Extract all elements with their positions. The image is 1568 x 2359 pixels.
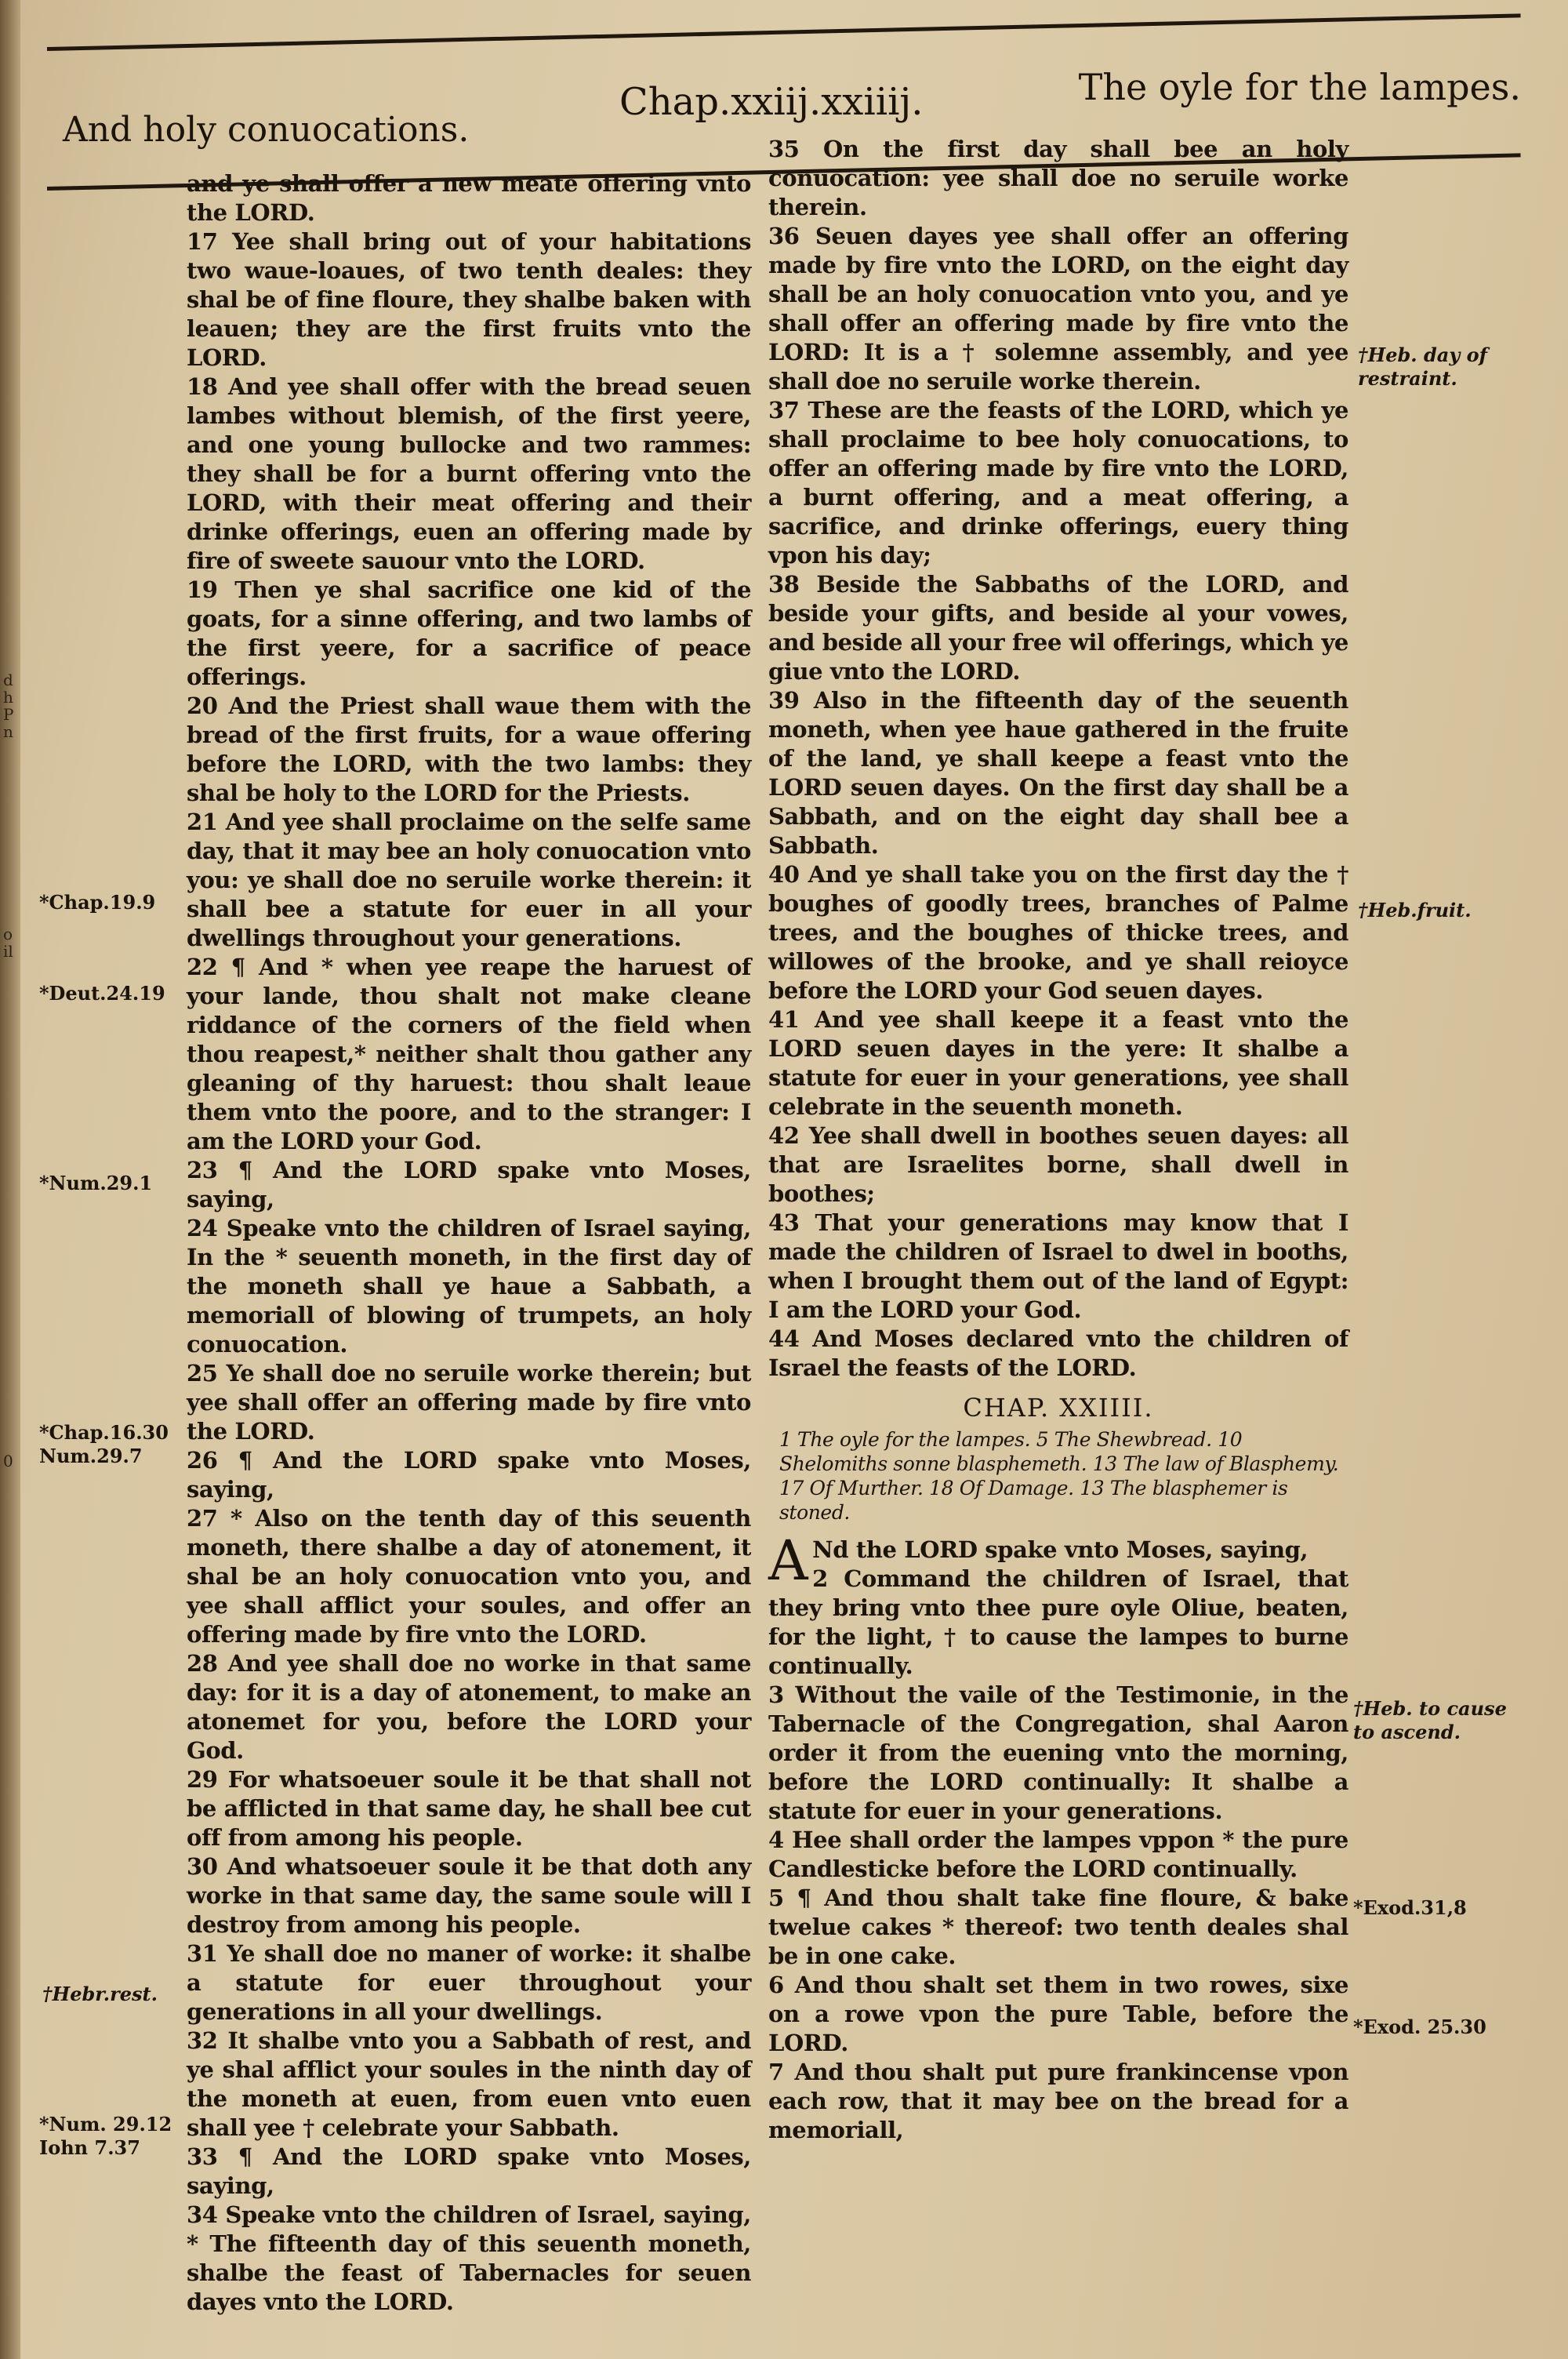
verse: 3 Without the vaile of the Testimonie, in the Tabernacle of the Congregation, shal Aaron order it from the euening vnto the morning, before the LORD continually: It shalbe a statute for euer in your generations. (768, 1681, 1348, 1824)
verse: 36 Seuen dayes yee shall offer an offering made by fire vnto the LORD, on the eight day shall be an holy conuocation vnto you, and ye shall offer an offering made by fire vnto the LORD: It is a † solemne assembly, and yee shall doe no seruile worke therein. (768, 223, 1348, 394)
verse: 34 Speake vnto the children of Israel, saying, * The fifteenth day of this seuenth moneth, shalbe the feast of Tabernacles for seuen dayes vnto the LORD. (187, 2201, 751, 2315)
chapter-heading: CHAP. XXIIII. (963, 1393, 1154, 1423)
margin-note: *Exod.31,8 (1353, 1896, 1467, 1919)
verse: 37 These are the feasts of the LORD, which ye shall proclaime to bee holy conuocations, to offer an offering made by fire vnto the LORD, a burnt offering, and a meat offering, a sacrifice, and drinke offerings, euery thing vpon his day; (768, 397, 1348, 569)
gutter-fragment: d h P n (3, 671, 14, 741)
verse: 28 And yee shall doe no worke in that same day: for it is a day of atonement, to make an atonemet for you, before the LORD your God. (187, 1650, 751, 1764)
verse: 27 * Also on the tenth day of this seuenth moneth, there shalbe a day of atonement, it shal be an holy conuocation vnto you, and yee shall afflict your soules, and offer an offering made by fire vnto the LORD. (187, 1505, 751, 1648)
verse: 43 That your generations may know that I made the children of Israel to dwel in booths, when I brought them out of the land of Egypt: I am the LORD your God. (768, 1209, 1348, 1323)
gutter-fragment: o il (3, 925, 13, 961)
page-left-edge (0, 0, 20, 2359)
verse: and ye shall offer a new meate offering vnto the LORD. (187, 170, 751, 226)
verse: 2 Command the children of Israel, that they bring vnto thee pure oyle Oliue, beaten, for the light, † to cause the lampes to burne continually. (768, 1565, 1348, 1679)
verse: 21 And yee shall proclaime on the selfe same day, that it may bee an holy conuocation vnto you: ye shall doe no seruile worke therein: it shall bee a statute for euer in all your dwellings throughout your generations. (187, 809, 751, 951)
margin-note: *Exod. 25.30 (1353, 2016, 1486, 2038)
margin-note: †Heb.fruit. (1358, 899, 1472, 921)
running-head (55, 55, 1529, 150)
verse: 19 Then ye shal sacrifice one kid of the goats, for a sinne offering, and two lambs of the first yeere, for a sacrifice of peace offerings. (187, 576, 751, 690)
verse: 24 Speake vnto the children of Israel saying, In the * seuenth moneth, in the first day of the moneth shall ye haue a Sabbath, a memoriall of blowing of trumpets, an holy conuocation. (187, 1215, 751, 1358)
verse: 31 Ye shall doe no maner of worke: it shalbe a statute for euer throughout your generations in all your dwellings. (187, 1940, 751, 2025)
margin-note: †Heb. to cause to ascend. (1353, 1697, 1507, 1743)
verse: 42 Yee shall dwell in boothes seuen dayes: all that are Israelites borne, shall dwell in boothes; (768, 1122, 1348, 1207)
verse: 38 Beside the Sabbaths of the LORD, and beside your gifts, and beside al your vowes, and beside all your free wil offerings, which ye giue vnto the LORD. (768, 571, 1348, 685)
verse: 33 ¶ And the LORD spake vnto Moses, saying, (187, 2143, 751, 2199)
verse-1-text: Nd the LORD spake vnto Moses, saying, (812, 1536, 1308, 1563)
verse: 25 Ye shall doe no seruile worke therein; but yee shall offer an offering made by fire vnto the LORD. (187, 1360, 751, 1445)
verse: 5 ¶ And thou shalt take fine floure, & bake twelue cakes * thereof: two tenth deales shal be in one cake. (768, 1885, 1348, 1969)
verse: 41 And yee shall keepe it a feast vnto the LORD seuen dayes in the yere: It shalbe a statute for euer in your generations, yee shall celebrate in the seuenth moneth. (768, 1006, 1348, 1120)
margin-note: *Deut.24.19 (39, 982, 165, 1005)
running-head-left: And holy conuocations. (63, 110, 470, 150)
chapter-summary: 1 The oyle for the lampes. 5 The Shewbread. 10 Shelomiths sonne blasphemeth. 13 The law of Blasphemy. 17 Of Murther. 18 Of Damage. 13 The blasphemer is stoned. (779, 1428, 1339, 1524)
verse: 29 For whatsoeuer soule it be that shall not be afflicted in that same day, he shall bee cut off from among his people. (187, 1766, 751, 1851)
verse: 35 On the first day shall bee an holy conuocation: yee shall doe no seruile worke therein. (768, 136, 1348, 220)
margin-note: †Heb. day of restraint. (1358, 343, 1487, 390)
verse: 44 And Moses declared vnto the children of Israel the feasts of the LORD. (768, 1325, 1348, 1381)
verse: 7 And thou shalt put pure frankincense vpon each row, that it may bee on the bread for a memoriall, (768, 2059, 1348, 2143)
verse: 40 And ye shall take you on the first day the † boughes of goodly trees, branches of Palme trees, and the boughes of thicke trees, and willowes of the brooke, and ye shall reioyce before the LORD your God seuen dayes. (768, 861, 1348, 1004)
verse: 20 And the Priest shall waue them with the bread of the first fruits, for a waue offering before the LORD, with the two lambs: they shal be holy to the LORD for the Priests. (187, 692, 751, 806)
right-column (768, 135, 1348, 2145)
verse (768, 1528, 1348, 1593)
left-column (187, 169, 751, 2317)
margin-note: *Chap.19.9 (39, 891, 156, 914)
verse: 26 ¶ And the LORD spake vnto Moses, saying, (187, 1447, 751, 1503)
gutter-fragment: 0 (3, 1452, 13, 1470)
verse: 4 Hee shall order the lampes vppon * the pure Candlesticke before the LORD continually. (768, 1826, 1348, 1882)
margin-note: *Num. 29.12 Iohn 7.37 (39, 2113, 172, 2159)
running-head-right: The oyle for the lampes. (1078, 66, 1521, 108)
verse: 32 It shalbe vnto you a Sabbath of rest, and ye shal afflict your soules in the ninth day of the moneth at euen, from euen vnto euen shall yee † celebrate your Sabbath. (187, 2027, 751, 2141)
verse: 6 And thou shalt set them in two rowes, sixe on a rowe vpon the pure Table, before the LORD. (768, 1972, 1348, 2056)
verse: 18 And yee shall offer with the bread seuen lambes without blemish, of the first yeere, and one young bullocke and two rammes: they shall be for a burnt offering vnto the LORD, with their meat offering and their drinke offerings, euen an offering made by fire of sweete sauour vnto the LORD. (187, 373, 751, 574)
margin-note: †Hebr.rest. (42, 1983, 158, 2005)
verse: 17 Yee shall bring out of your habitations two waue-loaues, of two tenth deales: they shal be of fine floure, they shalbe baken with leauen; they are the first fruits vnto the LORD. (187, 228, 751, 371)
margin-note: *Num.29.1 (39, 1172, 153, 1194)
verse: 39 Also in the fifteenth day of the seuenth moneth, when yee haue gathered in the fruite of the land, ye shall keepe a feast vnto the LORD seuen dayes. On the first day shall be a Sabbath, and on the eight day shall bee a Sabbath. (768, 687, 1348, 859)
drop-cap: A (768, 1528, 808, 1593)
margin-note: *Chap.16.30 Num.29.7 (39, 1421, 169, 1467)
top-rule (47, 13, 1521, 51)
verse: 23 ¶ And the LORD spake vnto Moses, saying, (187, 1157, 751, 1212)
verse: 22 ¶ And * when yee reape the haruest of your lande, thou shalt not make cleane riddance of the corners of the field when thou reapest,* neither shalt thou gather any gleaning of thy haruest: thou shalt leaue them vnto the poore, and to the stranger: I am the LORD your God. (187, 954, 751, 1154)
running-head-chapter: Chap.xxiij.xxiiij. (619, 80, 924, 124)
verse: 30 And whatsoeuer soule it be that doth any worke in that same day, the same soule will I destroy from among his people. (187, 1853, 751, 1938)
